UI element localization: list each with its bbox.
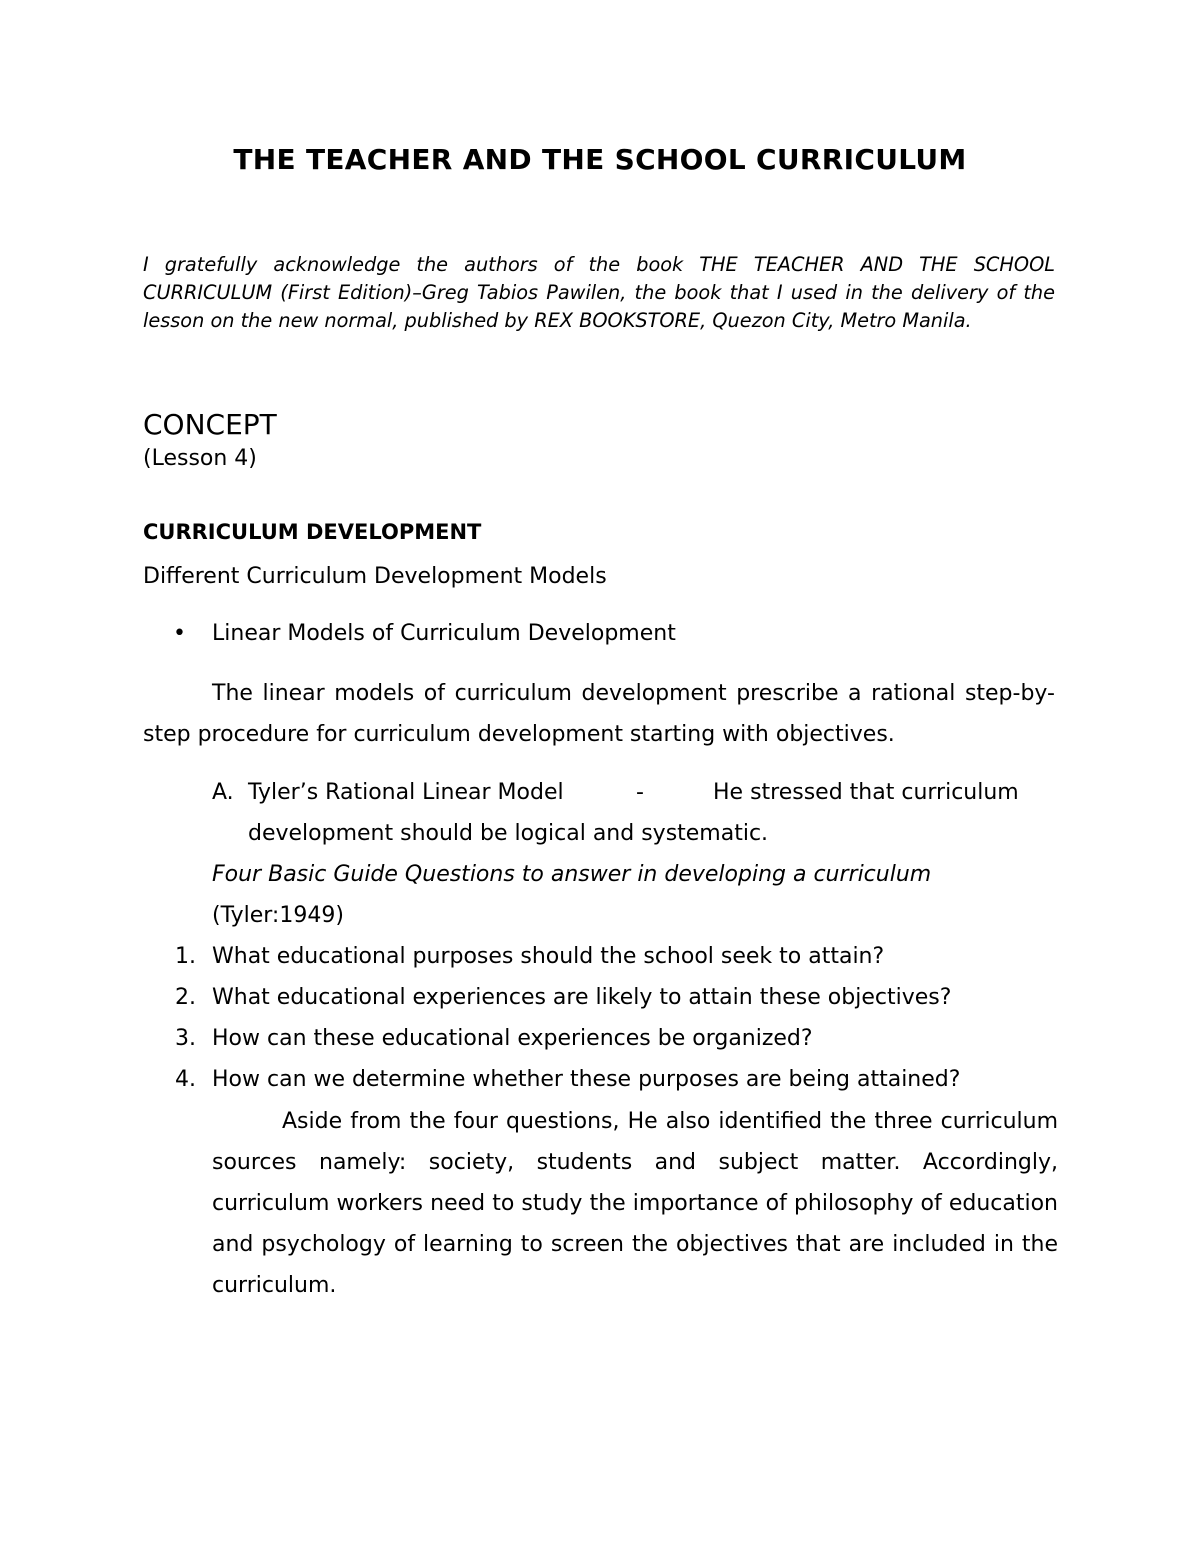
list-item-number: 4. <box>175 1067 196 1092</box>
model-a-description-line1: He stressed that curriculum <box>713 780 1019 805</box>
list-item <box>0 1018 1200 1059</box>
list-item <box>0 1059 1200 1100</box>
model-a-dash: - <box>636 780 644 805</box>
list-item-text: How can these educational experiences be organized? <box>212 1026 813 1051</box>
linear-models-paragraph: The linear models of curriculum development prescribe a rational step-by-step procedure for curriculum development starting with objectives. <box>143 681 1055 747</box>
list-item-number: 1. <box>175 944 196 969</box>
model-a-description-line2: development should be logical and systematic. <box>248 821 769 846</box>
list-item <box>0 936 1200 977</box>
list-item-number: 3. <box>175 1026 196 1051</box>
bullet-icon: • <box>173 621 186 646</box>
bullet-item: Linear Models of Curriculum Development <box>212 621 676 646</box>
acknowledgement-paragraph: I gratefully acknowledge the authors of the book THE TEACHER AND THE SCHOOL CURRICULUM (First Edition)–Greg Tabios Pawilen, the book that I used in the delivery of the lesson on the new normal, published by REX BOOKSTORE, Quezon City, Metro Manila. <box>143 253 1055 332</box>
list-item-text: What educational purposes should the school seek to attain? <box>212 944 885 969</box>
model-a-name: Tyler’s Rational Linear Model <box>248 780 564 805</box>
list-item <box>0 977 1200 1018</box>
curriculum-sources-paragraph: Aside from the four questions, He also identified the three curriculum sources namely: society, students and subject matter. Accordingly, curriculum workers need to study the importance of philosophy of education and psychology of learning to screen the objectives that are included in the curriculum. <box>212 1109 1058 1298</box>
concept-heading: CONCEPT <box>143 408 277 441</box>
lesson-label: (Lesson 4) <box>143 446 257 471</box>
model-a-letter: A. <box>212 780 234 805</box>
models-subheading: Different Curriculum Development Models <box>143 564 607 589</box>
section-heading: CURRICULUM DEVELOPMENT <box>143 520 482 544</box>
list-item-number: 2. <box>175 985 196 1010</box>
guide-questions-citation: (Tyler:1949) <box>212 903 344 928</box>
list-item-text: How can we determine whether these purposes are being attained? <box>212 1067 961 1092</box>
list-item-text: What educational experiences are likely to attain these objectives? <box>212 985 952 1010</box>
guide-questions-title: Four Basic Guide Questions to answer in developing a curriculum <box>212 862 932 887</box>
document-title: THE TEACHER AND THE SCHOOL CURRICULUM <box>233 143 967 176</box>
